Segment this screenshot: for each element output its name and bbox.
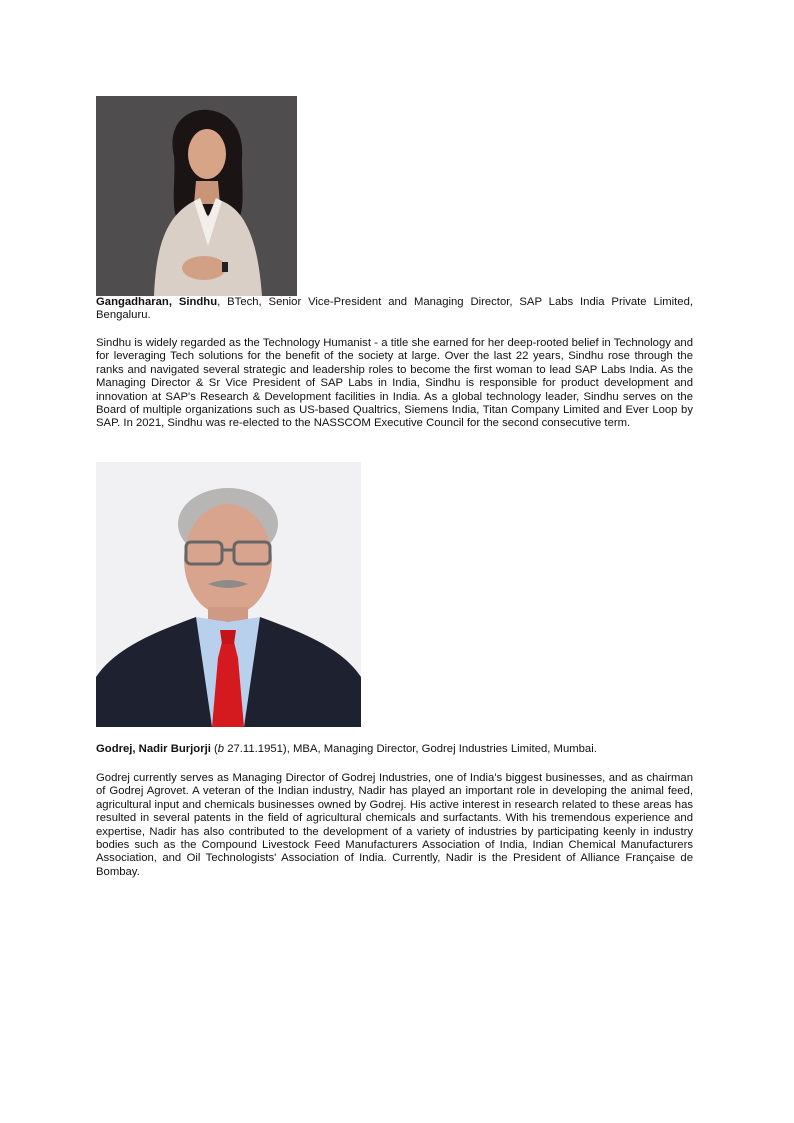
profile-born-label-2: b (217, 743, 225, 755)
portrait-photo-nadir (96, 462, 361, 727)
profile-name-2: Godrej, Nadir Burjorji (96, 743, 211, 755)
profile-heading-1 (96, 296, 693, 323)
profile-born-date-2: 27.11.1951) (224, 743, 287, 755)
profile-details-1: , BTech, Senior Vice-President and Managing Director, SAP Labs India Private Limited, Bengaluru. (96, 296, 694, 322)
portrait-photo-sindhu (96, 96, 297, 296)
profile-details-2: , MBA, Managing Director, Godrej Industries Limited, Mumbai. (286, 743, 597, 755)
profile-bio-1: Sindhu is widely regarded as the Technology Humanist - a title she earned for her deep-rooted belief in Technology and for leveraging Tech solutions for the benefit of the society at large. Over the last 22 years, Sindhu rose through the ranks and navigated several strategic and leadership roles to become the first woman to lead SAP Labs India. As the Managing Director & Sr Vice President of SAP Labs in India, Sindhu is responsible for product development and innovation at SAP's Research & Development facilities in India. As a global technology leader, Sindhu serves on the Board of multiple organizations such as US-based Qualtrics, Siemens India, Titan Company Limited and Ever Loop by SAP. In 2021, Sindhu was re-elected to the NASSCOM Executive Council for the second consecutive term. (96, 337, 693, 430)
profile-bio-2: Godrej currently serves as Managing Director of Godrej Industries, one of India's biggest businesses, and as chairman of Godrej Agrovet. A veteran of the Indian industry, Nadir has played an important role in developing the animal feed, agricultural input and chemicals businesses owned by Godrej. His active interest in research related to these areas has resulted in several patents in the field of agricultural chemicals and surfactants. With his tremendous experience and expertise, Nadir has also contributed to the development of a variety of industries by participating keenly in industry bodies such as the Compound Livestock Feed Manufacturers Association of India, Indian Chemical Manufacturers Association, and Oil Technologists' Association of India. Currently, Nadir is the President of Alliance Française de Bombay. (96, 772, 693, 878)
profile-name-1: Gangadharan, Sindhu (96, 296, 218, 308)
profile-born-prefix-2: ( (210, 743, 218, 755)
profile-heading-2 (96, 743, 693, 756)
